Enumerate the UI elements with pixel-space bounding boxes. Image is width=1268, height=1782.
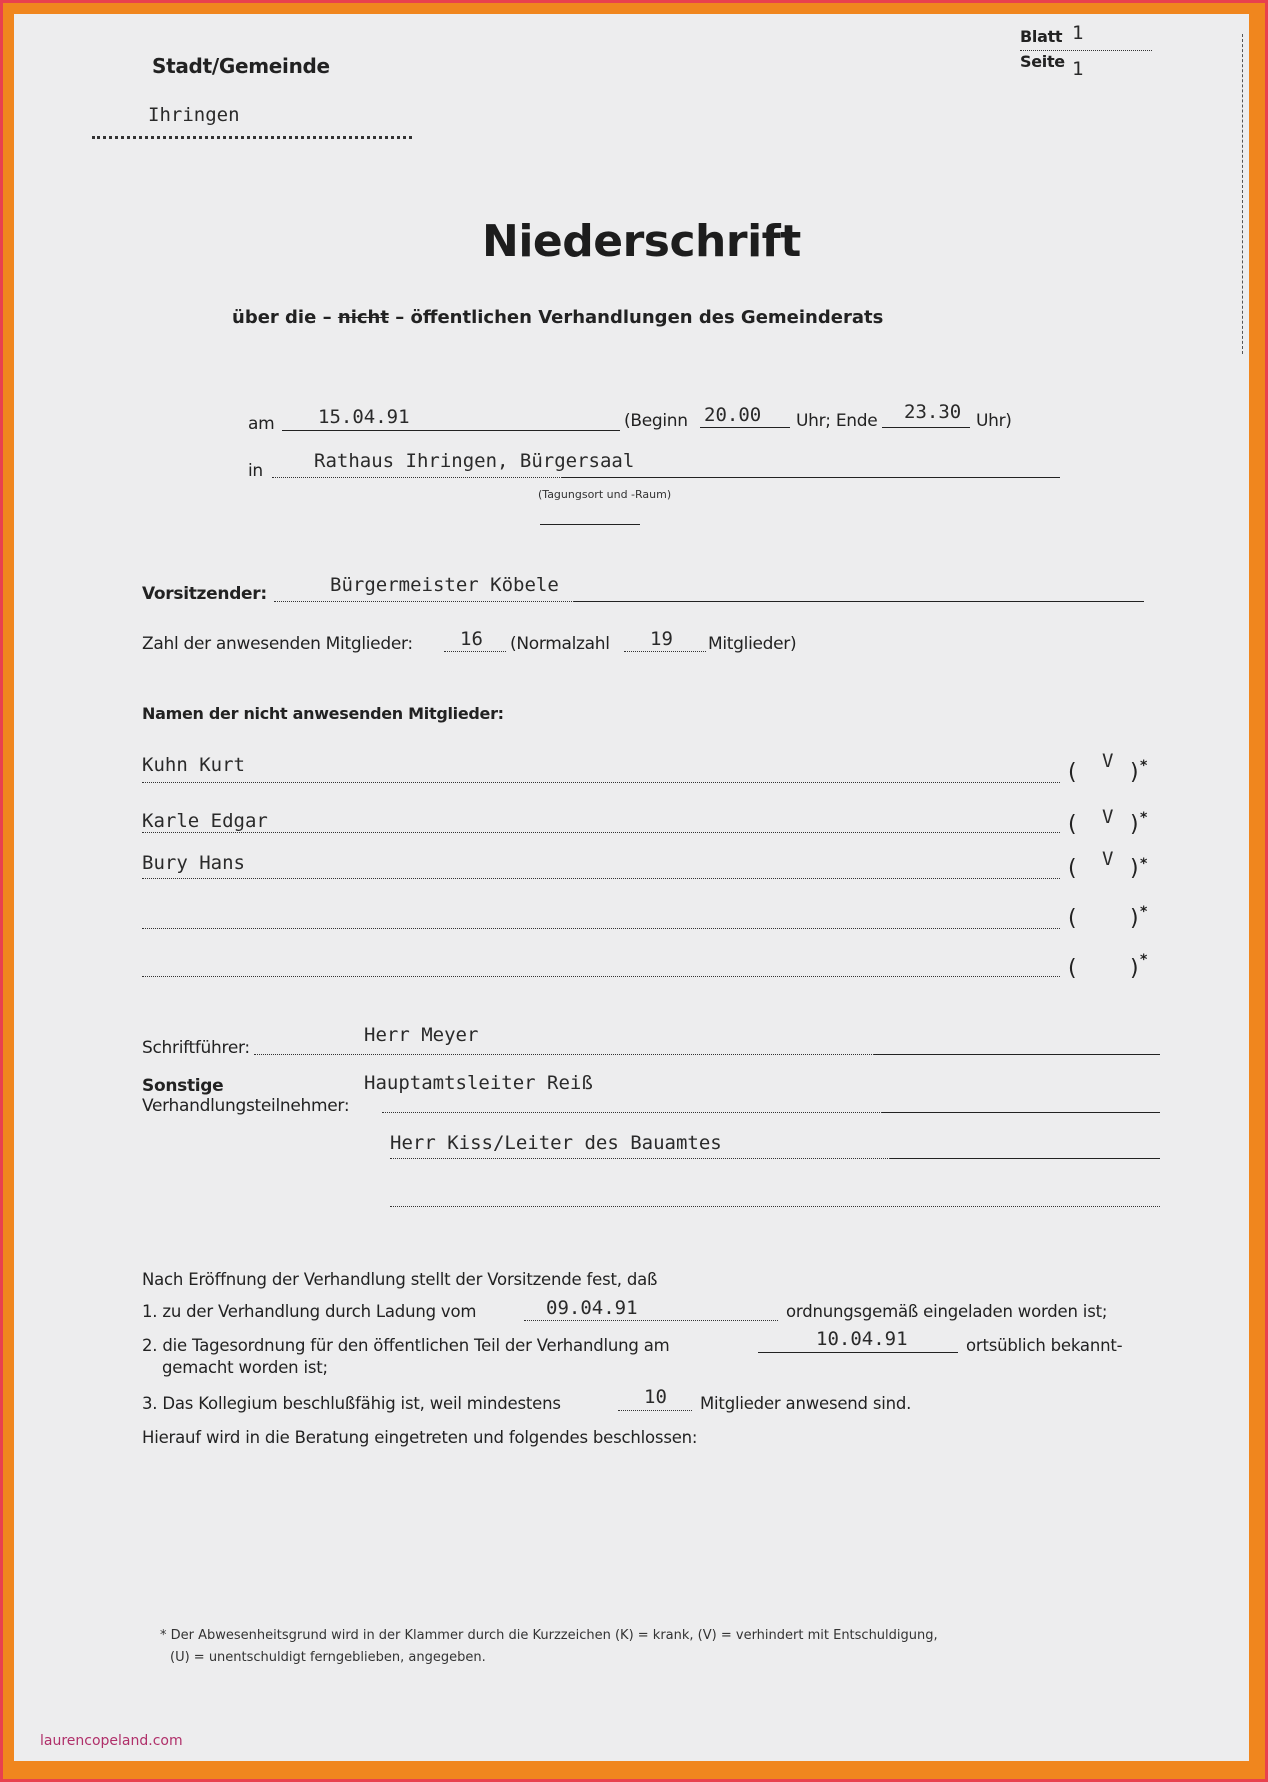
- location-label: in: [248, 461, 263, 481]
- absent-paren-open: (: [1068, 812, 1077, 837]
- location-hint: (Tagungsort und -Raum): [538, 488, 672, 501]
- findings-item2-prefix: 2. die Tagesordnung für den öffentlichen Teil der Verhandlung am: [142, 1336, 670, 1355]
- attendance-present: 16: [460, 628, 483, 650]
- absent-paren-open: (: [1068, 856, 1077, 881]
- normal-underline: [624, 651, 706, 652]
- asterisk: *: [1140, 758, 1148, 774]
- absent-underline: [142, 878, 1060, 879]
- absent-paren-open: (: [1068, 906, 1077, 931]
- asterisk: *: [1140, 904, 1148, 920]
- footnote-line2: (U) = unentschuldigt ferngeblieben, angegeben.: [170, 1650, 486, 1665]
- chair-underline-dotted: [274, 601, 574, 602]
- findings-item2-suffix: ortsüblich bekannt-: [966, 1336, 1123, 1355]
- findings-item3-value: 10: [644, 1386, 667, 1408]
- normal-label: (Normalzahl: [510, 634, 610, 654]
- others-value-2: Herr Kiss/Leiter des Bauamtes: [390, 1132, 722, 1154]
- end-suffix: Uhr): [976, 411, 1012, 431]
- municipality-label: Stadt/Gemeinde: [152, 54, 330, 78]
- document-title: Niederschrift: [482, 216, 801, 267]
- absent-paren-close: ): [1130, 956, 1139, 981]
- begin-value: 20.00: [704, 404, 762, 426]
- findings-item2-value: 10.04.91: [816, 1328, 908, 1350]
- findings-intro: Nach Eröffnung der Verhandlung stellt der Vorsitzende fest, daß: [142, 1270, 658, 1289]
- location-underline-dotted: [272, 477, 562, 478]
- findings-item3-prefix: 3. Das Kollegium beschlußfähig ist, weil mindestens: [142, 1394, 561, 1413]
- findings-item1-prefix: 1. zu der Verhandlung durch Ladung vom: [142, 1302, 477, 1321]
- date-value: 15.04.91: [318, 406, 410, 428]
- begin-underline: [700, 427, 790, 428]
- scan-edge: [1242, 34, 1243, 354]
- absent-name: Kuhn Kurt: [142, 754, 245, 776]
- absent-paren-close: ): [1130, 906, 1139, 931]
- municipality-underline: [92, 136, 412, 139]
- absent-underline: [142, 832, 1060, 833]
- seite-label: Seite: [1020, 52, 1065, 71]
- subtitle-suffix: – öffentlichen Verhandlungen des Gemeinderats: [395, 307, 884, 328]
- others-label-line2: Verhandlungsteilnehmer:: [142, 1096, 350, 1116]
- end-underline: [882, 427, 970, 428]
- date-underline: [282, 430, 620, 431]
- asterisk: *: [1140, 856, 1148, 872]
- chair-label: Vorsitzender:: [142, 584, 267, 604]
- normal-suffix: Mitglieder): [708, 634, 797, 654]
- chair-value: Bürgermeister Köbele: [330, 574, 559, 596]
- absent-name: Karle Edgar: [142, 810, 268, 832]
- municipality-value: Ihringen: [148, 104, 240, 126]
- subtitle-struck-word: nicht: [337, 307, 389, 328]
- absent-underline: [142, 928, 1060, 929]
- document-page: [14, 14, 1249, 1761]
- findings-item1-value: 09.04.91: [546, 1297, 638, 1319]
- watermark-link[interactable]: laurencopeland.com: [40, 1733, 183, 1749]
- absent-reason: V: [1102, 806, 1114, 828]
- findings-item3-underline: [618, 1410, 692, 1411]
- secretary-underline-dotted: [254, 1054, 874, 1055]
- absent-paren-open: (: [1068, 956, 1077, 981]
- absent-underline: [142, 782, 1060, 783]
- absent-name: Bury Hans: [142, 852, 245, 874]
- normal-value: 19: [650, 628, 673, 650]
- subtitle-prefix: über die –: [232, 307, 332, 328]
- blatt-value: 1: [1072, 22, 1084, 44]
- begin-label: (Beginn: [624, 411, 688, 431]
- date-label: am: [248, 414, 275, 434]
- absent-reason: V: [1102, 848, 1114, 870]
- secretary-value: Herr Meyer: [364, 1024, 479, 1046]
- chair-underline: [574, 601, 1144, 602]
- others-underline-2-dotted: [390, 1158, 890, 1159]
- findings-item1-suffix: ordnungsgemäß eingeladen worden ist;: [786, 1302, 1108, 1321]
- asterisk: *: [1140, 810, 1148, 826]
- attendance-underline: [444, 651, 506, 652]
- findings-item2-underline: [758, 1352, 958, 1353]
- others-label-line1: Sonstige: [142, 1076, 224, 1096]
- findings-item2-continuation: gemacht worden ist;: [162, 1358, 328, 1377]
- location-underline: [562, 477, 1060, 478]
- footnote-line1: * Der Abwesenheitsgrund wird in der Klammer durch die Kurzzeichen (K) = krank, (V) = verhindert mit Entschuldigung,: [160, 1628, 938, 1643]
- absent-underline: [142, 976, 1060, 977]
- absent-paren-close: ): [1130, 760, 1139, 785]
- absent-reason: V: [1102, 750, 1114, 772]
- absent-label: Namen der nicht anwesenden Mitglieder:: [142, 704, 504, 723]
- others-underline-1: [882, 1112, 1160, 1113]
- location-short-rule: [540, 524, 640, 525]
- attendance-label: Zahl der anwesenden Mitglieder:: [142, 634, 413, 654]
- end-value: 23.30: [904, 401, 962, 423]
- blatt-label: Blatt: [1020, 27, 1063, 46]
- findings-closing: Hierauf wird in die Beratung eingetreten und folgendes beschlossen:: [142, 1428, 698, 1447]
- absent-paren-close: ): [1130, 812, 1139, 837]
- secretary-underline: [874, 1054, 1160, 1055]
- absent-paren-close: ): [1130, 856, 1139, 881]
- document-subtitle: [232, 307, 883, 328]
- others-underline-3: [390, 1206, 1160, 1207]
- others-value-1: Hauptamtsleiter Reiß: [364, 1072, 593, 1094]
- others-underline-1-dotted: [382, 1112, 882, 1113]
- seite-value: 1: [1072, 58, 1084, 80]
- secretary-label: Schriftführer:: [142, 1038, 250, 1058]
- others-underline-2: [890, 1158, 1160, 1159]
- absent-paren-open: (: [1068, 760, 1077, 785]
- blatt-underline: [1020, 50, 1152, 51]
- asterisk: *: [1140, 952, 1148, 968]
- findings-item1-underline: [524, 1320, 778, 1321]
- findings-item3-suffix: Mitglieder anwesend sind.: [700, 1394, 912, 1413]
- end-label: Uhr; Ende: [796, 411, 878, 431]
- location-value: Rathaus Ihringen, Bürgersaal: [314, 450, 635, 472]
